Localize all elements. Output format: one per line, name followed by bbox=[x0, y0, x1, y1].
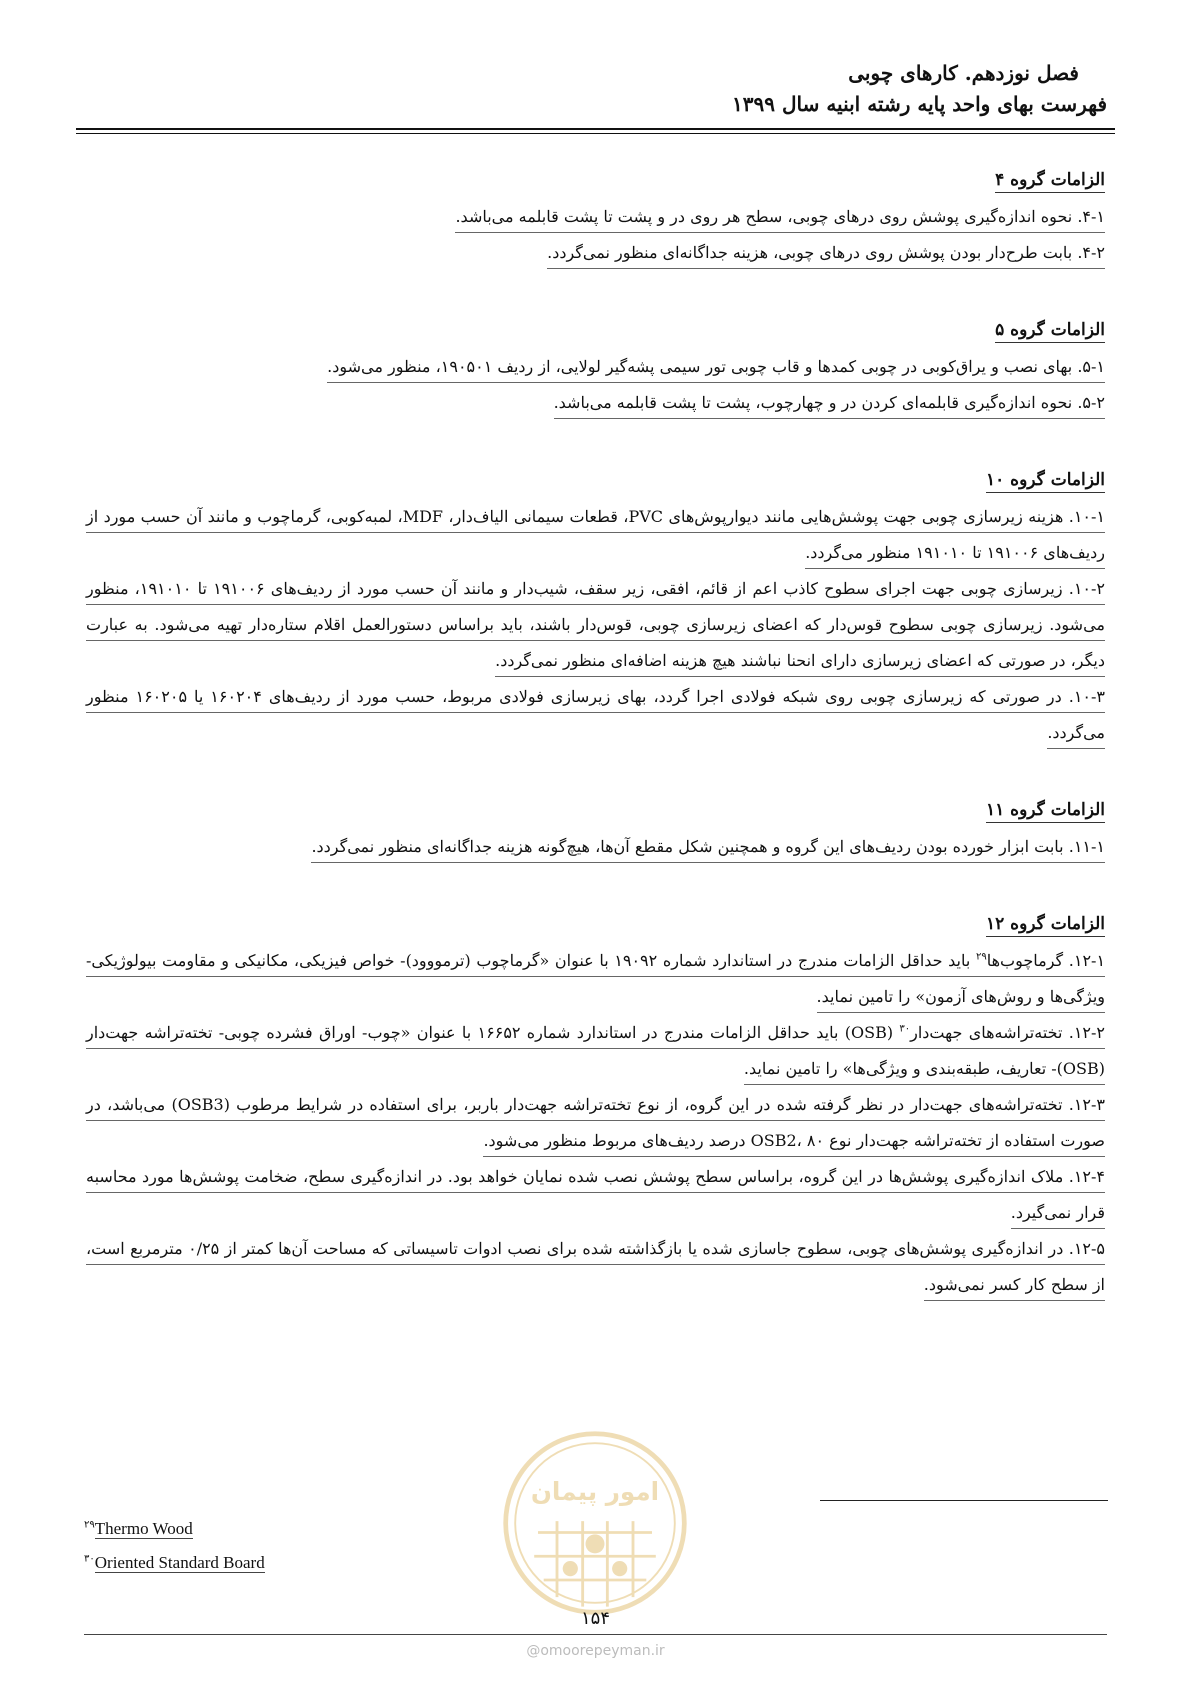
section-title bbox=[86, 315, 1105, 345]
omoorepeyman-logo-watermark bbox=[500, 1428, 690, 1618]
footnote-reference[interactable]: ۳۰ bbox=[899, 1023, 911, 1035]
requirement-text: ۱۲-۵. در اندازه‌گیری پوشش‌های چوبی، سطوح جاسازی شده یا بازگذاشته شده برای نصب ادوات تاسیساتی که مساحت آن‌ها کمتر از ۰/۲۵ مترمربع است، از سطح کار کسر نمی‌شود. bbox=[86, 1239, 1105, 1301]
section-title bbox=[86, 795, 1105, 825]
requirement-text-part: ۱۲-۲. تخته‌تراشه‌های جهت‌دار bbox=[910, 1023, 1106, 1042]
page-header bbox=[84, 58, 1107, 120]
footnotes bbox=[84, 1512, 265, 1580]
footnote-separator bbox=[820, 1500, 1108, 1501]
watermark-text: امور پیمان bbox=[530, 1477, 660, 1507]
page-number: ۱۵۴ bbox=[580, 1608, 610, 1629]
footnote-text: Thermo Wood bbox=[94, 1519, 193, 1538]
footnote-marker: ۲۹ bbox=[84, 1519, 95, 1531]
footnote-text: Oriented Standard Board bbox=[94, 1553, 265, 1572]
footer-rule bbox=[84, 1634, 1107, 1635]
requirement-text: ۱۲-۴. ملاک اندازه‌گیری پوشش‌ها در این گروه، براساس سطح پوشش نصب شده نمایان خواهد بود. در اندازه‌گیری سطح، ضخامت پوشش‌ها مورد محاسبه قرار نمی‌گیرد. bbox=[86, 1167, 1105, 1229]
chapter-title: فصل نوزدهم. کارهای چوبی bbox=[848, 61, 1079, 85]
requirement-item bbox=[86, 1159, 1105, 1231]
footnote-29 bbox=[84, 1512, 265, 1546]
requirement-text: ۱۱-۱. بابت ابزار خورده بودن ردیف‌های این گروه و همچنین شکل مقطع آن‌ها، هیچ‌گونه هزینه جداگانه‌ای منظور نمی‌گردد. bbox=[311, 837, 1105, 863]
requirement-item bbox=[86, 1015, 1105, 1087]
requirements-section bbox=[86, 909, 1105, 1303]
main-content bbox=[86, 165, 1105, 1347]
requirement-text-part: ۱۲-۱. گرماچوب‌ها bbox=[986, 951, 1106, 970]
website-watermark bbox=[0, 1643, 1191, 1659]
requirements-section bbox=[86, 165, 1105, 271]
requirement-text: ۴-۱. نحوه اندازه‌گیری پوشش روی درهای چوبی، سطح هر روی در و پشت تا پشت قابلمه می‌باشد. bbox=[455, 207, 1105, 233]
requirements-section bbox=[86, 795, 1105, 865]
requirement-item bbox=[86, 571, 1105, 679]
section-title bbox=[86, 465, 1105, 495]
section-title-text: الزامات گروه ۵ bbox=[995, 320, 1105, 343]
footnote-marker: ۳۰ bbox=[84, 1553, 95, 1565]
section-title bbox=[86, 165, 1105, 195]
requirement-text: ۱۰-۳. در صورتی که زیرسازی چوبی روی شبکه فولادی اجرا گردد، بهای زیرسازی فولادی مربوط، حسب مورد از ردیف‌های ۱۶۰۲۰۴ یا ۱۶۰۲۰۵ منظور می‌گردد. bbox=[86, 687, 1105, 749]
header-rule-thin bbox=[76, 133, 1115, 134]
footnote-reference[interactable]: ۲۹ bbox=[975, 951, 987, 963]
requirement-text-part: (OSB) باید حداقل الزامات مندرج در استاندارد شماره ۱۶۶۵۲ با عنوان «چوب- اوراق فشرده چوبی- تخته‌تراشه جهت‌دار (OSB)- تعاریف، طبقه‌بندی و ویژگی‌ها» را تامین نماید. bbox=[86, 1023, 1105, 1078]
document-subtitle: فهرست بهای واحد پایه رشته ابنیه سال ۱۳۹۹ bbox=[732, 92, 1107, 116]
requirement-item bbox=[86, 385, 1105, 421]
header-rule-thick bbox=[76, 128, 1115, 130]
requirements-section bbox=[86, 315, 1105, 421]
section-title-text: الزامات گروه ۴ bbox=[995, 170, 1105, 193]
requirement-item bbox=[86, 1087, 1105, 1159]
section-title-text: الزامات گروه ۱۱ bbox=[986, 800, 1105, 823]
requirement-text-part: باید حداقل الزامات مندرج در استاندارد شماره ۱۹۰۹۲ با عنوان «گرماچوب (ترمووود)- خواص فیزیکی، مکانیکی و مقاومت بیولوژیکی- ویژگی‌ها و روش‌های آزمون» را تامین نماید. bbox=[86, 951, 1105, 1006]
section-title bbox=[86, 909, 1105, 939]
section-title-text: الزامات گروه ۱۰ bbox=[986, 470, 1105, 493]
requirement-item bbox=[86, 829, 1105, 865]
requirement-item bbox=[86, 679, 1105, 751]
requirement-item bbox=[86, 1231, 1105, 1303]
requirement-item bbox=[86, 199, 1105, 235]
requirement-text bbox=[86, 951, 1105, 1013]
requirement-text: ۱۰-۱. هزینه زیرسازی چوبی جهت پوشش‌هایی مانند دیوارپوش‌های PVC، قطعات سیمانی الیاف‌دار، MDF، لمبه‌کوبی، گرماچوب و مانند آن حسب مورد از ردیف‌های ۱۹۱۰۰۶ تا ۱۹۱۰۱۰ منظور می‌گردد. bbox=[86, 507, 1105, 569]
requirement-text: ۵-۱. بهای نصب و یراق‌کوبی در چوبی کمدها و قاب چوبی تور سیمی پشه‌گیر لولایی، از ردیف ۱۹۰۵۰۱، منظور می‌شود. bbox=[327, 357, 1105, 383]
requirement-item bbox=[86, 349, 1105, 385]
requirement-item bbox=[86, 235, 1105, 271]
requirement-text: ۴-۲. بابت طرح‌دار بودن پوشش روی درهای چوبی، هزینه جداگانه‌ای منظور نمی‌گردد. bbox=[547, 243, 1105, 269]
requirement-text: ۱۰-۲. زیرسازی چوبی جهت اجرای سطوح کاذب اعم از قائم، افقی، زیر سقف، شیب‌دار و مانند آن حسب مورد از ردیف‌های ۱۹۱۰۰۶ تا ۱۹۱۰۱۰، منظور می‌شود. زیرسازی چوبی سطوح قوس‌دار که اعضای زیرسازی چوبی، قوس‌دار باشند، باید براساس دستورالعمل اقلام ستاره‌دار تهیه می‌شود. به عبارت دیگر، در صورتی که اعضای زیرسازی دارای انحنا نباشند هیچ هزینه اضافه‌ای منظور نمی‌گردد. bbox=[86, 579, 1105, 677]
requirement-text bbox=[86, 1023, 1105, 1085]
footnote-30 bbox=[84, 1546, 265, 1580]
at-icon: @ bbox=[526, 1643, 541, 1659]
requirement-item bbox=[86, 943, 1105, 1015]
section-title-text: الزامات گروه ۱۲ bbox=[986, 914, 1105, 937]
requirements-section bbox=[86, 465, 1105, 751]
requirement-item bbox=[86, 499, 1105, 571]
website-text: omoorepeyman.ir bbox=[540, 1643, 665, 1659]
requirement-text: ۱۲-۳. تخته‌تراشه‌های جهت‌دار در نظر گرفته شده در این گروه، از نوع تخته‌تراشه جهت‌دار باربر، برای استفاده در شرایط مرطوب (OSB3) می‌باشد، در صورت استفاده از تخته‌تراشه جهت‌دار نوع OSB2، ۸۰ درصد ردیف‌های مربوط منظور می‌شود. bbox=[86, 1095, 1105, 1157]
requirement-text: ۵-۲. نحوه اندازه‌گیری قابلمه‌ای کردن در و چهارچوب، پشت تا پشت قابلمه می‌باشد. bbox=[554, 393, 1105, 419]
